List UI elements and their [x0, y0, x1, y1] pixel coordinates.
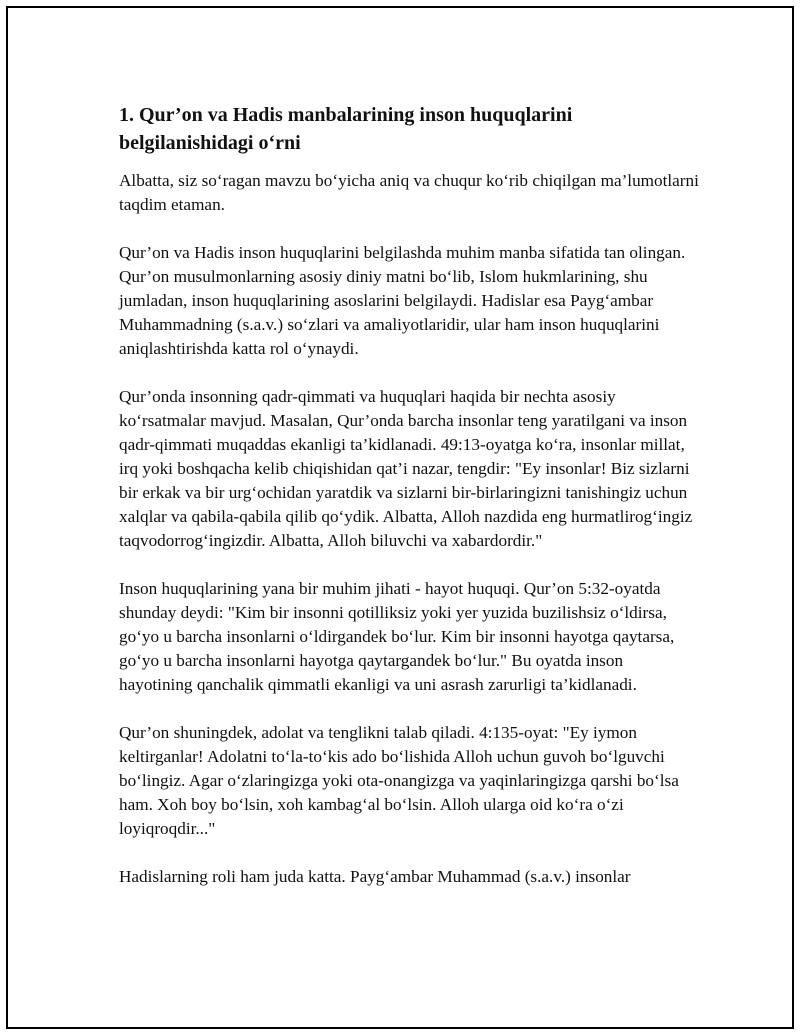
- paragraph-right-to-life: Inson huquqlarining yana bir muhim jihati - hayot huquqi. Qur’on 5:32-oyatda shunday deydi: "Kim bir insonni qotilliksiz yoki yer yuzida buzilishsiz o‘ldirsa, go‘yo u barcha insonlarni o‘ldirgandek bo‘lur. Kim bir insonni hayotga qaytarsa, go‘yo u barcha insonlarni hayotga qaytargandek bo‘lur." Bu oyatda inson hayotining qanchalik qimmatli ekanligi va uni asrash zarurligi ta’kidlanadi.: [119, 579, 675, 694]
- paragraph-hadith: Hadislarning roli ham juda katta. Payg‘ambar Muhammad (s.a.v.) insonlar: [119, 867, 631, 886]
- document-page: [6, 6, 794, 1029]
- document-body: [119, 101, 699, 913]
- paragraph-dignity: Qur’onda insonning qadr-qimmati va huquqlari haqida bir nechta asosiy ko‘rsatmalar mavjud. Masalan, Qur’onda barcha insonlar teng yaratilgani va inson qadr-qimmati muqaddas ekanligi ta’kidlanadi. 49:13-oyatga ko‘ra, insonlar millat, irq yoki boshqacha kelib chiqishidan qat’i nazar, tengdir: "Ey insonlar! Biz sizlarni bir erkak va bir urg‘ochidan yaratdik va sizlarni bir-birlaringizni tanishingiz uchun xalqlar va qabila-qabila qilib qo‘ydik. Albatta, Alloh nazdida eng hurmatlirog‘ingiz taqvodorrog‘ingizdir. Albatta, Alloh biluvchi va xabardordir.": [119, 387, 693, 550]
- paragraph-sources: Qur’on va Hadis inson huquqlarini belgilashda muhim manba sifatida tan olingan. Qur’on musulmonlarning asosiy diniy matni bo‘lib, Islom hukmlarining, shu jumladan, inson huquqlarining asoslarini belgilaydi. Hadislar esa Payg‘ambar Muhammadning (s.a.v.) so‘zlari va amaliyotlaridir, ular ham inson huquqlarini aniqlashtirishda katta rol o‘ynaydi.: [119, 243, 686, 358]
- paragraph-intro: Albatta, siz so‘ragan mavzu bo‘yicha aniq va chuqur ko‘rib chiqilgan ma’lumotlarni taqdim etaman.: [119, 171, 699, 214]
- paragraph-justice: Qur’on shuningdek, adolat va tenglikni talab qiladi. 4:135-oyat: "Ey iymon keltirganlar! Adolatni to‘la-to‘kis ado bo‘lishida Alloh uchun guvoh bo‘lguvchi bo‘lingiz. Agar o‘zlaringizga yoki ota-onangizga va yaqinlaringizga qarshi bo‘lsa ham. Xoh boy bo‘lsin, xoh kambag‘al bo‘lsin. Alloh ularga oid ko‘ra o‘zi loyiqroqdir...": [119, 723, 679, 838]
- document-title: 1. Qur’on va Hadis manbalarining inson huquqlarini belgilanishidagi o‘rni: [119, 104, 573, 154]
